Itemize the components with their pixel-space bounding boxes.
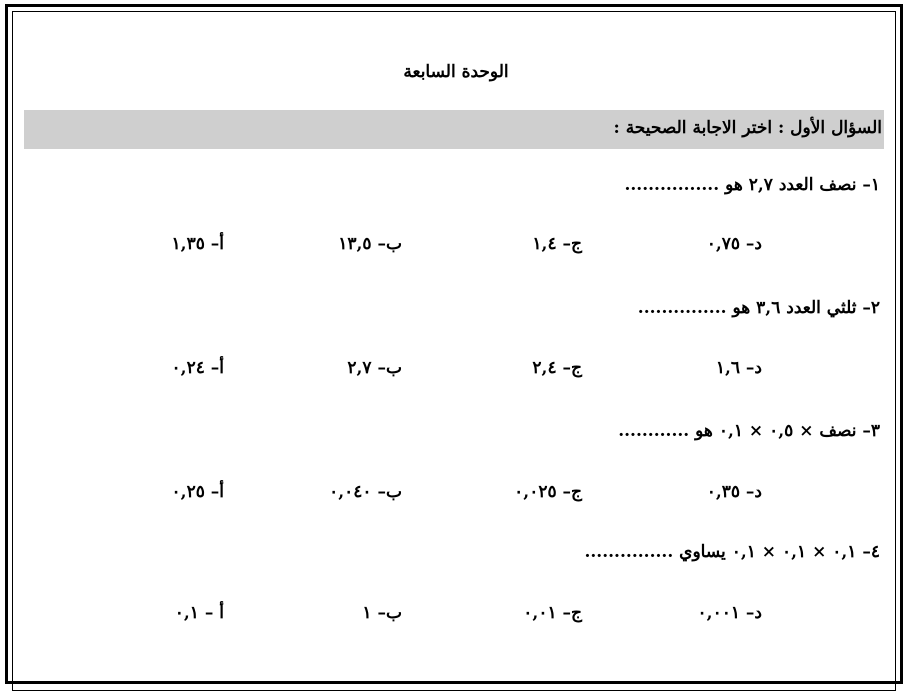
option-c: ج– ٠,٠١ bbox=[523, 603, 582, 623]
option-a: أ– ١,٣٥ bbox=[171, 234, 224, 254]
question-stem: ٢– ثلثي العدد ٣,٦ هو ............... bbox=[637, 298, 880, 318]
option-c: ج– ٢,٤ bbox=[532, 358, 582, 378]
option-b: ب– ١٣,٥ bbox=[338, 234, 402, 254]
option-b: ب– ٢,٧ bbox=[347, 358, 402, 378]
option-a: أ– ٠,٢٥ bbox=[171, 482, 224, 502]
option-c: ج– ١,٤ bbox=[532, 234, 582, 254]
unit-title: الوحدة السابعة bbox=[403, 62, 509, 82]
question-stem: ١– نصف العدد ٢,٧ هو ................ bbox=[624, 175, 880, 195]
option-b: ب– ١ bbox=[362, 603, 402, 623]
option-a: أ– ٠,٢٤ bbox=[171, 358, 224, 378]
option-d: د– ١,٦ bbox=[715, 358, 762, 378]
option-a: أ – ٠,١ bbox=[174, 603, 224, 623]
question-stem: ٣– نصف × ٠,٥ × ٠,١ هو ............ bbox=[618, 421, 880, 441]
question-heading: السؤال الأول : اختر الاجابة الصحيحة : bbox=[613, 118, 882, 138]
option-d: د– ٠,٠٠١ bbox=[697, 603, 762, 623]
question-stem: ٤– ٠,١ × ٠,١ × ٠,١ يساوي ............... bbox=[584, 542, 880, 562]
option-d: د– ٠,٣٥ bbox=[706, 482, 762, 502]
option-b: ب– ٠,٠٤٠ bbox=[329, 482, 402, 502]
option-c: ج– ٠,٠٢٥ bbox=[514, 482, 582, 502]
option-d: د– ٠,٧٥ bbox=[706, 234, 762, 254]
